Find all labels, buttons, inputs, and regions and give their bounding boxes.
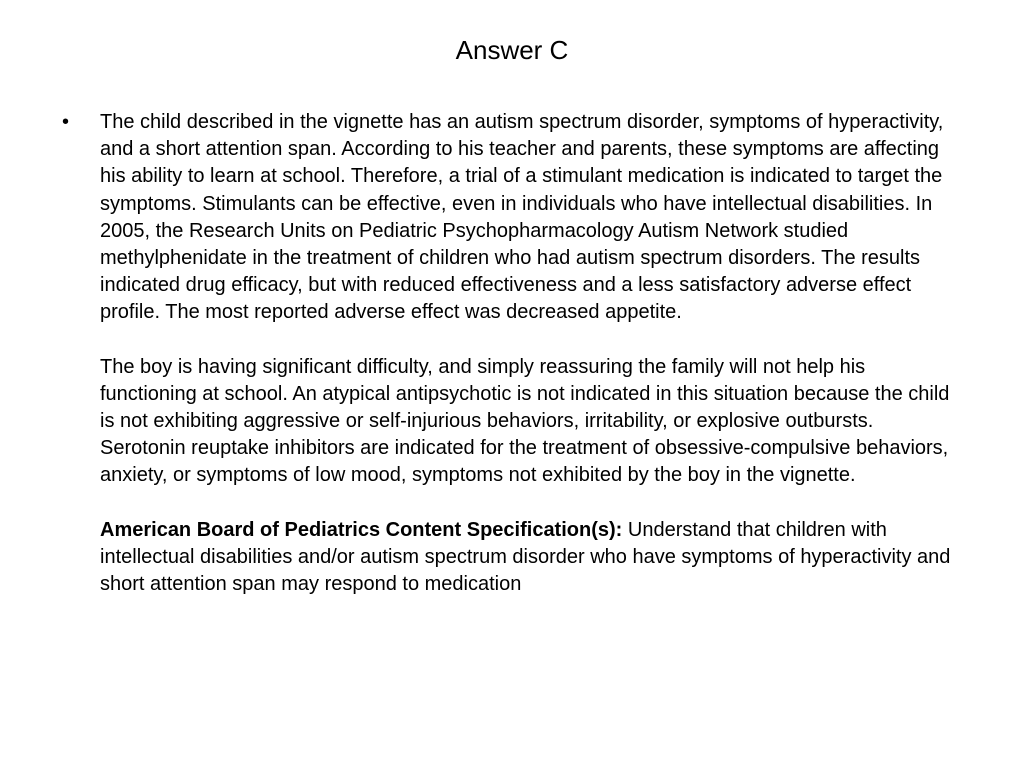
paragraph-specification — [100, 517, 962, 599]
paragraph-explanation: The child described in the vignette has an autism spectrum disorder, symptoms of hyperactivity, and a short attention span. According to his teacher and parents, these symptoms are affecting his ability to learn at school. Therefore, a trial of a stimulant medication is indicated to target the symptoms. Stimulants can be effective, even in individuals who have intellectual disabilities. In 2005, the Research Units on Pediatric Psychopharmacology Autism Network studied methylphenidate in the treatment of children who had autism spectrum disorders. The results indicated drug efficacy, but with reduced effectiveness and a less satisfactory adverse effect profile. The most reported adverse effect was decreased appetite. — [100, 111, 944, 324]
paragraph-alternatives: The boy is having significant difficulty, and simply reassuring the family will not help his functioning at school. An atypical antipsychotic is not indicated in this situation because the child is not exhibiting aggressive or self-injurious behaviors, irritability, or explosive outbursts. Serotonin reuptake inhibitors are indicated for the treatment of obsessive-compulsive behaviors, anxiety, or symptoms of low mood, symptoms not exhibited by the boy in the vignette. — [100, 355, 950, 487]
specification-text: Understand that children with intellectual disabilities and/or autism spectrum disorder who have symptoms of hyperactivity and short attention span may respond to medication — [100, 518, 951, 596]
slide-content — [62, 109, 962, 598]
bullet-item — [62, 109, 962, 598]
slide-title: Answer C — [455, 35, 569, 65]
bullet-icon: • — [62, 111, 70, 133]
specification-label: American Board of Pediatrics Content Specification(s): — [100, 518, 623, 541]
